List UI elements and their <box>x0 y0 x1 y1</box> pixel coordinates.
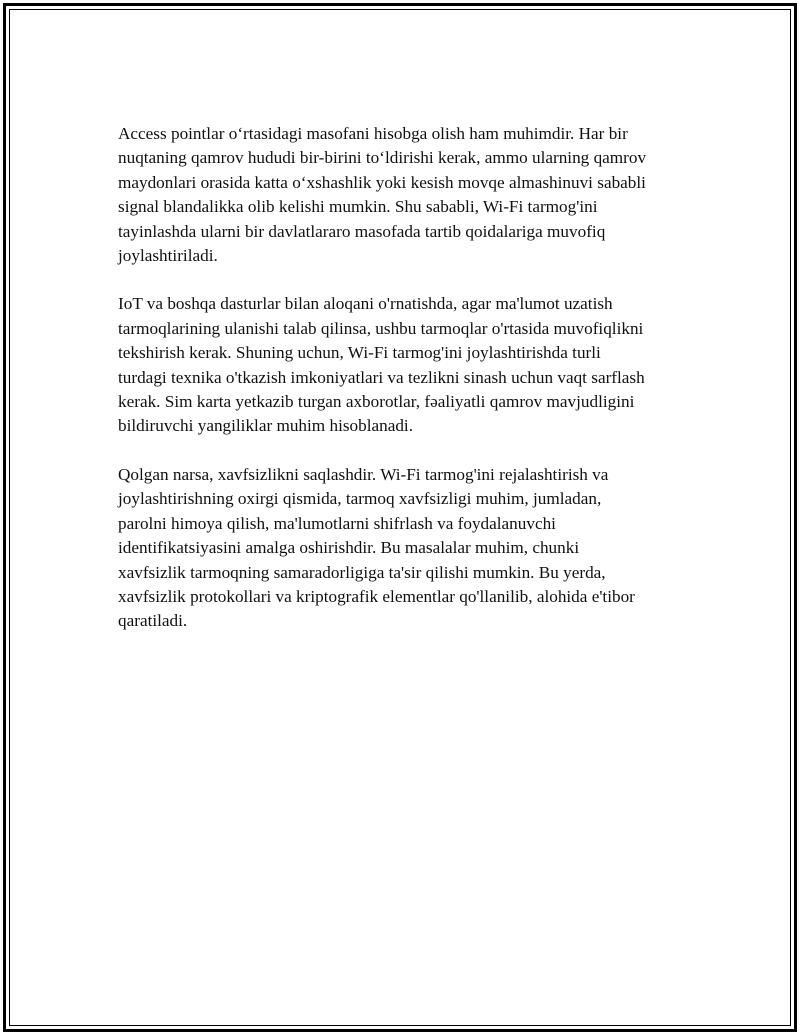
paragraph-1: Access pointlar o‘rtasidagi masofani hisobga olish ham muhimdir. Har bir nuqtaning qamrov hududi bir-birini to‘ldirishi kerak, ammo ularning qamrov maydonlari orasida katta o‘xshashlik yoki kesish movqe almashinuvi sababli signal blandalikka olib kelishi mumkin. Shu sababli, Wi-Fi tarmog'ini tayinlashda ularni bir davlatlararo masofada tartib qoidalariga muvofiq joylashtiriladi. <box>118 124 647 266</box>
paragraph-3: Qolgan narsa, xavfsizlikni saqlashdir. Wi-Fi tarmog'ini rejalashtirish va joylashtirishning oxirgi qismida, tarmoq xavfsizligi muhim, jumladan, parolni himoya qilish, ma'lumotlarni shifrlash va foydalanuvchi identifikatsiyasini amalga oshirishdir. Bu masalalar muhim, chunki xavfsizlik tarmoqning samaradorligiga ta'sir qilishi mumkin. Bu yerda, xavfsizlik protokollari va kriptografik elementlar qo'llanilib, alohida e'tibor qaratiladi. <box>118 464 635 631</box>
paragraph-2: IoT va boshqa dasturlar bilan aloqani o'rnatishda, agar ma'lumot uzatish tarmoqlarining ulanishi talab qilinsa, ushbu tarmoqlar o'rtasida muvofiqlikni tekshirish kerak. Shuning uchun, Wi-Fi tarmog'ini joylashtirishda turli turdagi texnika o'tkazish imkoniyatlari va tezlikni sinash uchun vaqt sarflash kerak. Sim karta yetkazib turgan axborotlar, fəaliyatli qamrov mavjudligini bildiruvchi yangiliklar muhim hisoblanadi. <box>118 294 645 436</box>
document-body <box>118 122 693 658</box>
page-border <box>3 3 797 1032</box>
